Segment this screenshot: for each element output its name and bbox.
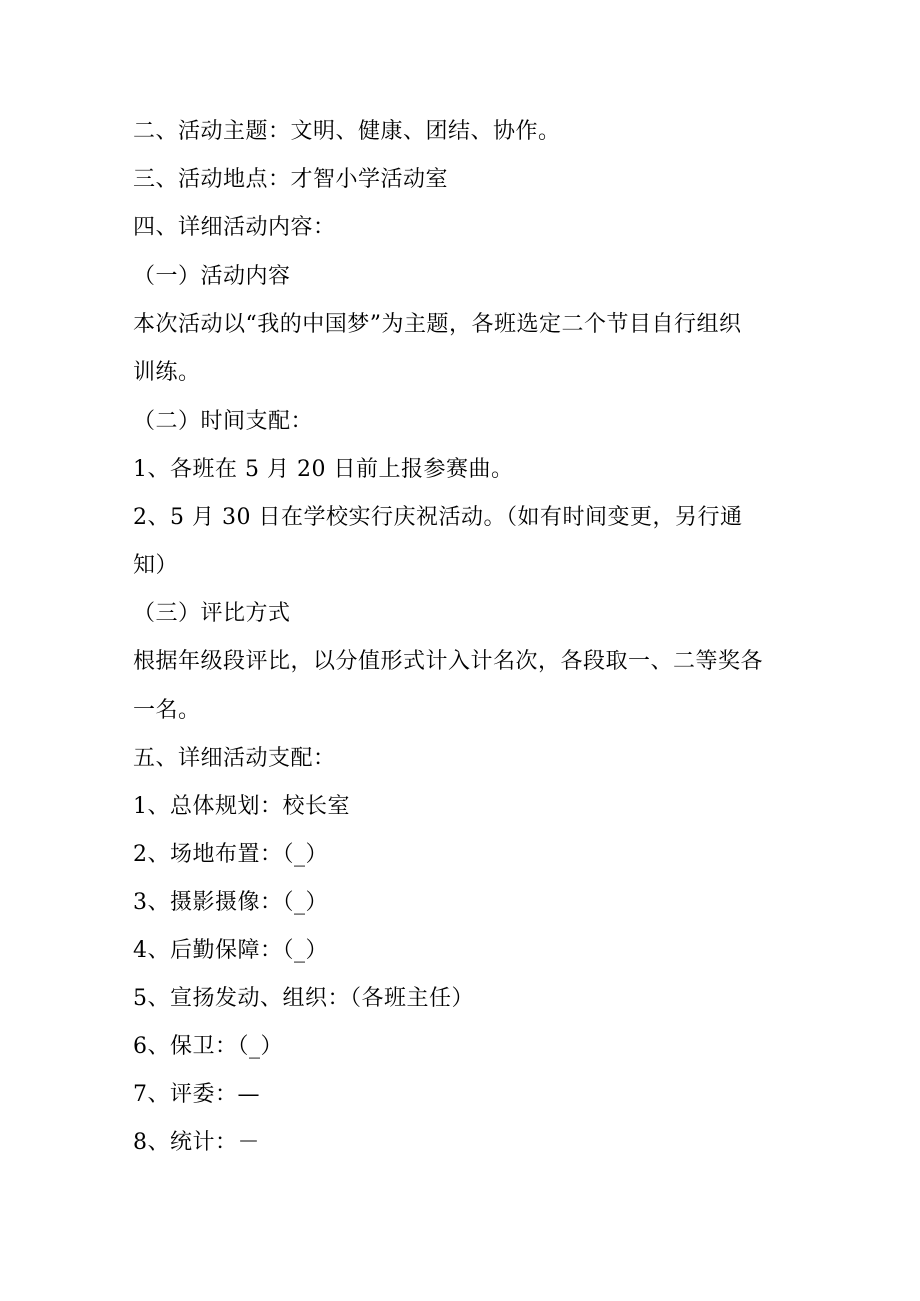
paragraph-judging-line-1: 根据年级段评比，以分值形式计入计名次，各段取一、二等奖各 xyxy=(133,649,764,674)
paragraph-activity-line-1: 本次活动以“我的中国梦”为主题，各班选定二个节目自行组织 xyxy=(133,312,742,337)
arrangement-item-2: 2、场地布置：（_） xyxy=(133,842,328,867)
paragraph-activity-line-2: 训练。 xyxy=(133,360,201,385)
schedule-item-2-line-2: 知） xyxy=(133,553,179,578)
subsection-1-heading: （一）活动内容 xyxy=(133,264,291,289)
arrangement-item-6: 6、保卫：（_） xyxy=(133,1034,283,1059)
arrangement-item-3: 3、摄影摄像：（_） xyxy=(133,890,328,915)
schedule-item-1: 1、各班在 5 月 20 日前上报参赛曲。 xyxy=(133,457,514,482)
arrangement-item-4: 4、后勤保障：（_） xyxy=(133,938,328,963)
arrangement-item-5: 5、宣扬发动、组织：（各班主任） xyxy=(133,986,474,1011)
paragraph-judging-line-2: 一名。 xyxy=(133,698,201,723)
section-3-location: 三、活动地点：才智小学活动室 xyxy=(133,167,449,192)
arrangement-item-7: 7、评委：— xyxy=(133,1082,260,1107)
section-4-heading: 四、详细活动内容： xyxy=(133,215,336,240)
arrangement-item-8: 8、统计：－ xyxy=(133,1130,260,1155)
subsection-3-heading: （三）评比方式 xyxy=(133,601,291,626)
subsection-2-heading: （二）时间支配： xyxy=(133,409,314,434)
schedule-item-2-line-1: 2、5 月 30 日在学校实行庆祝活动。（如有时间变更，另行通 xyxy=(133,505,743,530)
section-2-theme: 二、活动主题：文明、健康、团结、协作。 xyxy=(133,119,561,144)
section-5-heading: 五、详细活动支配： xyxy=(133,746,336,771)
arrangement-item-1: 1、总体规划：校长室 xyxy=(133,794,350,819)
